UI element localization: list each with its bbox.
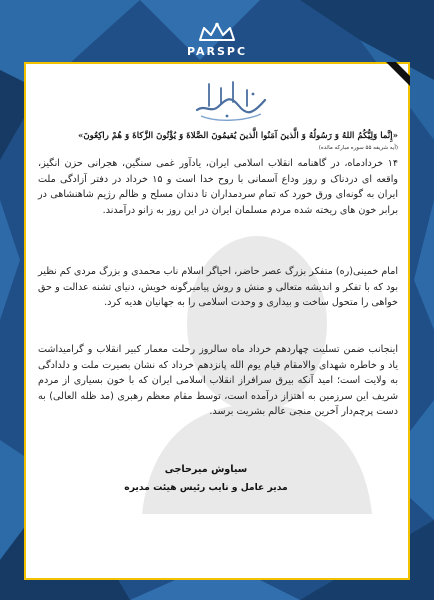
body-paragraph-2: امام خمینی(ره) متفکر بزرگ عصر حاضر، احیاگر اسلام ناب محمدی و بزرگ مردی کم نظیر بود که با تفکر و اندیشه متعالی و منش و روش پیامبرگونه خویش، دنیای تشنه عدالت و حق خواهی را متحول ساخت و بیداری و وحدت اسلامی را به جهانیان هدیه کرد. (38, 266, 398, 309)
signatory-name: سیاوش میرحاجی (164, 464, 248, 475)
basmala-calligraphy (191, 76, 271, 124)
quran-verse: «إِنَّما وَلِيُّكُمُ اللهُ وَ رَسُولُهُ وَ الَّذينَ آمَنُوا الَّذينَ يُقيمُونَ الصَّلاةَ وَ يُؤْتُونَ الزَّكاةَ وَ هُمْ راكِعُونَ» (77, 131, 398, 141)
letter-card (24, 62, 410, 580)
verse-reference: (آیه شریفه ۵۵ سوره مبارکه مائده) (318, 145, 398, 151)
brand-name: PARSPC (186, 45, 248, 58)
brand-logo[interactable] (0, 22, 434, 58)
signatory-title: مدیر عامل و نایب رئیس هیئت مدیره (124, 482, 288, 493)
mourning-ribbon-icon (374, 62, 410, 98)
body-paragraph-3: اینجانب ضمن تسلیت چهاردهم خرداد ماه سالروز رحلت معمار کبیر انقلاب و گرامیداشت یاد و خاطره شهدای والامقام قیام یوم الله پانزدهم خرداد که نشان بصیرت ملت و دلدادگی به ولایت است؛ امید آنکه بیرق سرافراز انقلاب اسلامی ایران که با خون بسیاری از مردم شریف این سرزمین به اهتزاز درآمده است، توسط مقام معظم رهبری (مد ظله العالی) به دست پرچم‌دار آخرین منجی عالم بشریت برسد. (38, 344, 398, 418)
crown-icon (196, 22, 238, 44)
body-paragraph-1: ۱۴ خردادماه، در گاهنامه انقلاب اسلامی ایران، یادآور غمی سنگین، هجرانی حزن انگیز، واقعه ای دردناک و روز وداع آسمانی با روح خدا است و ۱۵ خرداد در دفتر آزادگی ملت ایران به گونه‌ای ورق خورد که تمام سردمداران تا دندان مسلح و ظالم رژیم شاهنشاهی در برابر خون های ریخته شده مردم مسلمان ایران در این روز به زانو درآمدند. (38, 158, 399, 216)
